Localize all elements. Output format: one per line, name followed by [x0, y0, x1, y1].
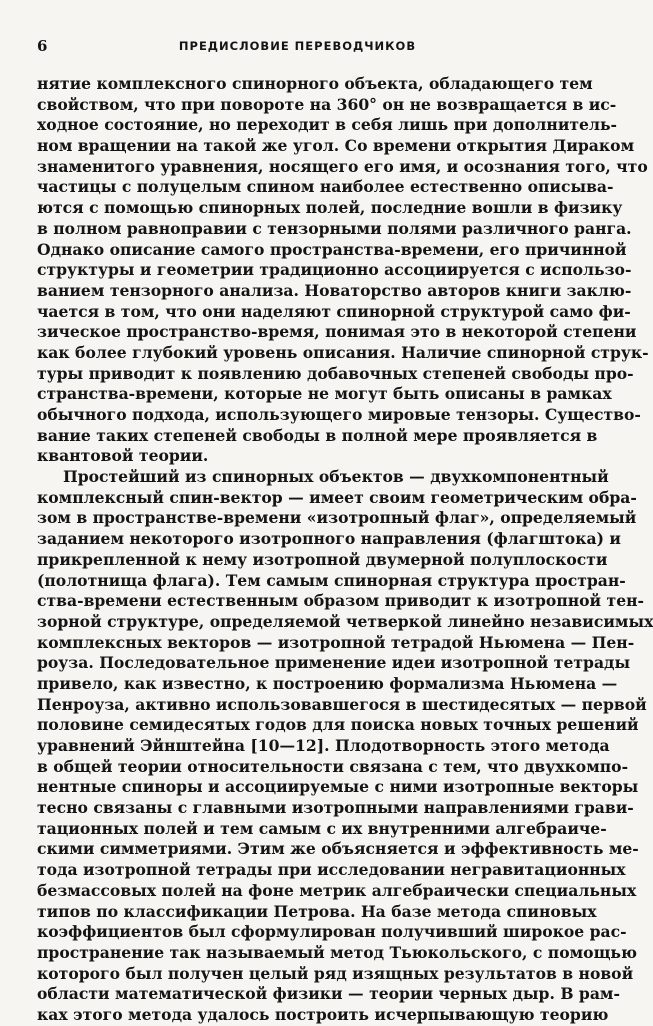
- text-line: как более глубокий уровень описания. Наличие спинорной струк-: [37, 342, 649, 362]
- text-line: квантовой теории.: [37, 446, 209, 466]
- text-line: ванием тензорного анализа. Новаторство авторов книги заклю-: [37, 280, 632, 300]
- paragraph: [37, 74, 649, 467]
- text-line: зорной структуре, определяемой четверкой линейно независимых: [37, 611, 653, 631]
- text-line: роуза. Последовательное применение идеи изотропной тетрады: [37, 653, 631, 673]
- text-line: знаменитого уравнения, носящего его имя, и осознания того, что: [37, 156, 648, 176]
- text-line: прикрепленной к нему изотропной двумерной полуплоскости: [37, 549, 608, 569]
- text-line: свойством, что при повороте на 360° он не возвращается в ис-: [37, 94, 617, 114]
- text-line: странства-времени, которые не могут быть описаны в рамках: [37, 384, 612, 404]
- text-line: тода изотропной тетрады при исследовании негравитационных: [37, 860, 626, 880]
- text-line: в общей теории относительности связана с тем, что двухкомпо-: [37, 756, 629, 776]
- text-line: заданием некоторого изотропного направления (флагштока) и: [37, 529, 621, 549]
- text-line: ства-времени естественным образом приводит к изотропной тен-: [37, 591, 645, 611]
- text-line: безмассовых полей на фоне метрик алгебраически специальных: [37, 880, 637, 900]
- body-text: [37, 74, 653, 1026]
- page-header: [37, 37, 558, 59]
- text-line: коэффициентов был сформулирован получивший широкое рас-: [37, 922, 627, 942]
- text-line: зическое пространство-время, понимая это в некоторой степени: [37, 322, 637, 342]
- text-line: туры приводит к появлению добавочных степеней свободы про-: [37, 363, 634, 383]
- text-line: ходное состояние, но переходит в себя лишь при дополнитель-: [37, 115, 618, 135]
- text-line: чается в том, что они наделяют спинорной структурой само фи-: [37, 301, 631, 321]
- text-line: типов по классификации Петрова. На базе метода спиновых: [37, 901, 597, 921]
- text-line: в полном равноправии с тензорными полями различного ранга.: [37, 218, 632, 238]
- text-line: нентные спиноры и ассоциируемые с ними изотропные векторы: [37, 777, 639, 797]
- text-line: ном вращении на такой же угол. Со времени открытия Дираком: [37, 136, 635, 156]
- text-line: ются с помощью спинорных полей, последние вошли в физику: [37, 198, 623, 218]
- paragraph: [37, 467, 653, 1026]
- text-line: обычного подхода, использующего мировые тензоры. Существо-: [37, 405, 641, 424]
- text-line: которого был получен целый ряд изящных результатов в новой: [37, 963, 634, 983]
- text-line: частицы с полуцелым спином наиболее естественно описыва-: [37, 177, 614, 197]
- text-line: Пенроуза, активно использовавшегося в шестидесятых — первой: [37, 694, 647, 714]
- text-line: комплексный спин-вектор — имеет своим геометрическим обра-: [37, 487, 637, 507]
- text-line: зом в пространстве-времени «изотропный флаг», определяемый: [37, 508, 637, 528]
- text-line: вание таких степеней свободы в полной мере проявляется в: [37, 425, 598, 445]
- text-line: Простейший из спинорных объектов — двухкомпонентный: [63, 467, 609, 487]
- running-title: ПРЕДИСЛОВИЕ ПЕРЕВОДЧИКОВ: [178, 39, 417, 53]
- text-line: пространение так называемый метод Тьюкольского, с помощью: [37, 942, 638, 962]
- text-line: нятие комплексного спинорного объекта, обладающего тем: [37, 74, 593, 93]
- page-number: 6: [37, 37, 48, 55]
- text-line: Однако описание самого пространства-времени, его причинной: [37, 239, 627, 259]
- text-line: комплексных векторов — изотропной тетрадой Ньюмена — Пен-: [37, 632, 635, 652]
- text-line: (полотнища флага). Тем самым спинорная структура простран-: [37, 570, 626, 590]
- text-line: тесно связаны с главными изотропными направлениями грави-: [37, 798, 634, 818]
- text-line: привело, как известно, к построению формализма Ньюмена —: [37, 673, 618, 693]
- text-line: уравнений Эйнштейна [10—12]. Плодотворность этого метода: [37, 736, 610, 755]
- text-line: тационных полей и тем самым с их внутренними алгебраиче-: [37, 818, 607, 838]
- text-line: ках этого метода удалось построить исчерпывающую теорию: [37, 1004, 609, 1024]
- text-line: половине семидесятых годов для поиска новых точных решений: [37, 715, 639, 735]
- text-line: структуры и геометрии традиционно ассоциируется с использо-: [37, 260, 632, 280]
- text-line: области математической физики — теории черных дыр. В рам-: [37, 984, 620, 1004]
- text-line: скими симметриями. Этим же объясняется и эффективность ме-: [37, 839, 639, 859]
